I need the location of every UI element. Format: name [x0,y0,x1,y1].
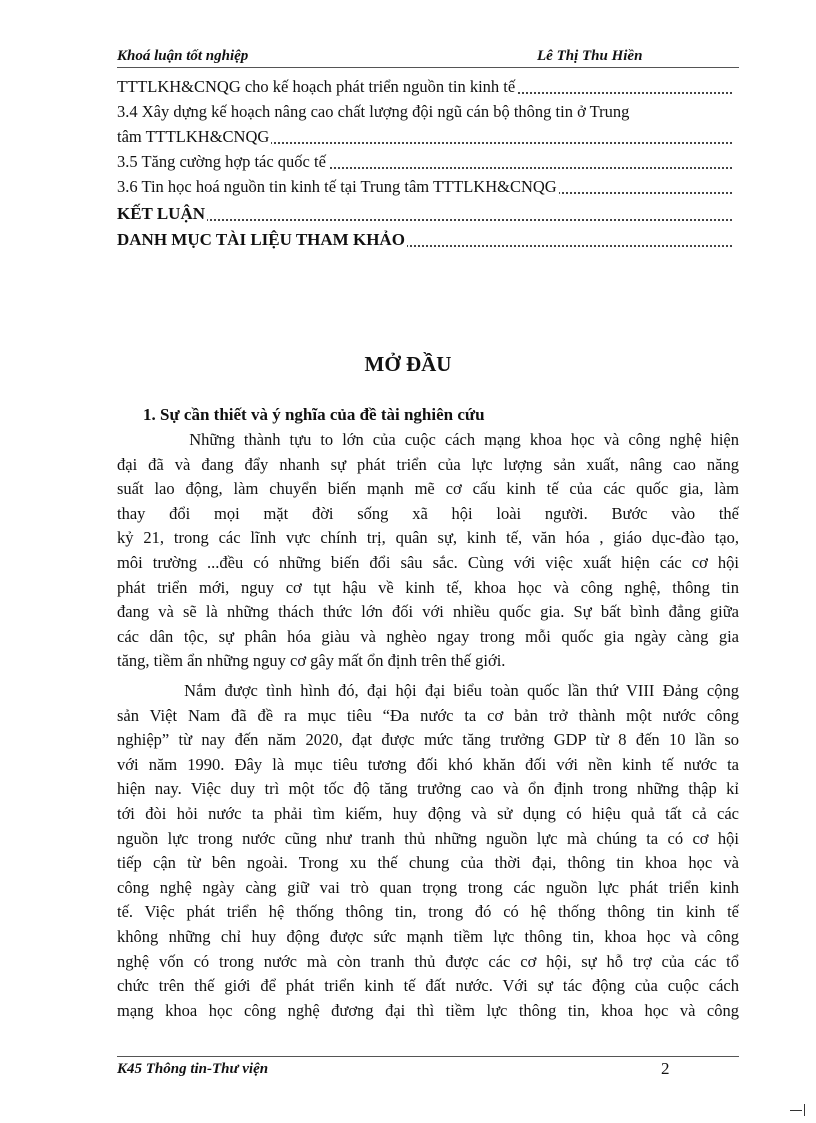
text-line: tiếp cận từ bên ngoài. Trong xu thế chung của thời đại, thông tin khoa học và [117,853,739,873]
toc-item: 3.6 Tin học hoá nguồn tin kinh tế tại Trung tâm TTTLKH&CNQG [117,175,732,199]
text-line: đang và sẽ là những thách thức lớn đối với nhiều quốc gia. Sự bất bình đẳng giữa [117,602,739,622]
section-heading: 1. Sự cần thiết và ý nghĩa của đề tài nghiên cứu [143,405,485,424]
text-line: đại đã và đang đẩy nhanh sự phát triển của lực lượng sản xuất, nâng cao năng [117,454,739,474]
footer-rule [117,1056,739,1057]
text-line: suất lao động, làm chuyển biến mạnh mẽ cơ cấu kinh tế của các quốc gia, làm [117,479,739,499]
footer-left-text: K45 Thông tin-Thư viện [117,1061,269,1077]
text-line: chức trên thế giới để phát triển kinh tế đất nước. Với sự tác động của cuộc cách [117,976,739,996]
text-line: hiện nay. Việc duy trì một tốc độ tăng trưởng cao và ổn định trong những thập kỉ [117,779,739,799]
header-left-text: Khoá luận tốt nghiệp [117,48,249,64]
toc-item: tâm TTTLKH&CNQG [117,125,732,149]
text-line: với năm 1990. Đây là mục tiêu tương đối khó khăn đối với nền kinh tế nước ta [117,754,739,774]
text-line: sản Việt Nam đã đề ra mục tiêu “Đa nước ta cơ bản trở thành một nước công [117,705,739,725]
text-line: công nghệ ngày càng giữ vai trò quan trọng trong các nguồn lực phát triển kinh [117,877,739,897]
text-line: môi trường ...đều có những biến đổi sâu sắc. Cùng với việc xuất hiện các cơ hội [117,552,739,572]
page-title: MỞ ĐẦU [364,352,452,376]
text-line: phát triển mới, nguy cơ tụt hậu về kinh tế, khoa học và công nghệ, thông tin [117,577,739,597]
text-line: mạng khoa học công nghệ đương đại thì tiềm lực thông tin, khoa học và công [117,1000,739,1020]
text-line: tăng, tiềm ẩn những nguy cơ gây mất ổn định trên thế giới. [117,651,506,671]
toc-item: 3.5 Tăng cường hợp tác quốc tế [117,150,732,174]
page-number: 2 [661,1059,670,1078]
toc-item-references: DANH MỤC TÀI LIỆU THAM KHẢO [117,228,732,252]
toc-item: TTTLKH&CNQG cho kế hoạch phát triển nguồn tin kinh tế [117,75,732,99]
text-line: Những thành tựu to lớn của cuộc cách mạng khoa học và công nghệ hiện [117,430,739,449]
text-line: không những chỉ huy động được sức mạnh tiềm lực thông tin, khoa học và công [117,926,739,946]
header-right-text: Lê Thị Thu Hiền [537,48,643,64]
text-line: tới đòi hỏi nước ta phải tìm kiếm, huy động và sử dụng có hiệu quả tất cả các [117,803,739,823]
text-line: tế. Việc phát triển hệ thống thông tin, trong đó có hệ thống thông tin kinh tế [117,902,739,922]
text-line: kỷ 21, trong các lĩnh vực chính trị, quân sự, kinh tế, văn hóa , giáo dục-đào tạo, [117,528,739,548]
text-line: các dân tộc, sự phân hóa giàu và nghèo ngay trong mỗi quốc gia ngày càng gia [117,626,739,646]
text-line: thay đổi mọi mặt đời sống xã hội loài người. Bước vào thế [117,503,739,523]
paragraph-1 [117,428,739,674]
text-line: nguồn lực trong nước cũng như tranh thủ những nguồn lực mà chúng ta có cơ hội [117,828,739,848]
crop-mark [790,1110,802,1111]
toc-item-conclusion: KẾT LUẬN [117,202,732,226]
crop-mark [804,1104,805,1116]
paragraph-2 [117,679,739,1023]
text-line: Nắm được tình hình đó, đại hội đại biểu toàn quốc lần thứ VIII Đảng cộng [117,681,739,700]
text-line: nghiệp” từ nay đến năm 2020, đạt được mức tăng trưởng GDP từ 8 đến 10 lần so [117,730,739,750]
header-rule [117,67,739,68]
toc-item: 3.4 Xây dựng kế hoạch nâng cao chất lượng đội ngũ cán bộ thông tin ở Trung [117,102,630,121]
text-line: nghệ vốn có trong nước mà còn tranh thủ được các cơ hội, sự hỗ trợ của các tổ [117,951,739,971]
